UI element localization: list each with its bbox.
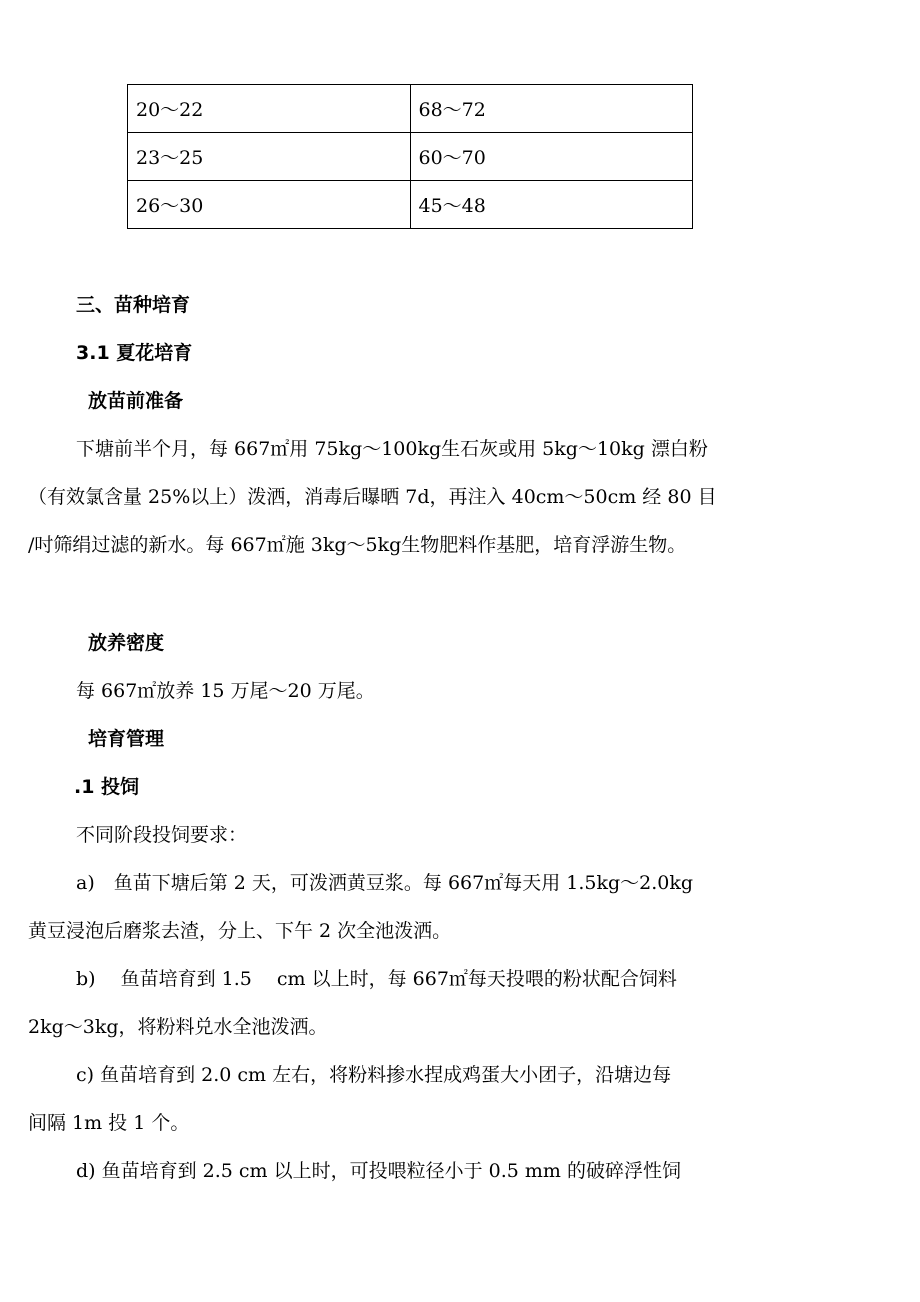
subsection-title: 3.1 夏花培育 (76, 342, 193, 364)
paragraph-line: /吋筛绢过滤的新水。每 667㎡施 3kg～5kg生物肥料作基肥，培育浮游生物。 (28, 534, 687, 556)
density-heading: 放养密度 (88, 632, 165, 654)
list-item-continued: 黄豆浸泡后磨浆去渣，分上、下午 2 次全池泼洒。 (28, 920, 452, 942)
feeding-intro: 不同阶段投饲要求： (76, 824, 248, 846)
table-row (128, 85, 693, 133)
management-heading: 培育管理 (88, 728, 165, 750)
table-cell: 23～25 (128, 133, 411, 181)
list-item: a) 鱼苗下塘后第 2 天，可泼洒黄豆浆。每 667㎡每天用 1.5kg～2.0kg (76, 872, 694, 894)
feeding-heading: .1 投饲 (74, 776, 140, 798)
table-row (128, 181, 693, 229)
temperature-table (127, 84, 693, 229)
table-cell: 68～72 (410, 85, 693, 133)
paragraph-line: 下塘前半个月，每 667㎡用 75kg～100kg生石灰或用 5kg～10kg 漂白粉 (76, 438, 708, 460)
table-cell: 26～30 (128, 181, 411, 229)
list-item: c) 鱼苗培育到 2.0 cm 左右，将粉料掺水捏成鸡蛋大小团子，沿塘边每 (76, 1064, 672, 1086)
table-cell: 20～22 (128, 85, 411, 133)
prep-heading: 放苗前准备 (88, 390, 184, 412)
list-item-continued: 间隔 1m 投 1 个。 (28, 1112, 190, 1134)
table-cell: 45～48 (410, 181, 693, 229)
paragraph-line: （有效氯含量 25%以上）泼洒，消毒后曝晒 7d，再注入 40cm～50cm 经 80 目 (28, 486, 717, 508)
table-cell: 60～70 (410, 133, 693, 181)
list-item: d) 鱼苗培育到 2.5 cm 以上时，可投喂粒径小于 0.5 mm 的破碎浮性饲 (76, 1160, 681, 1182)
density-text: 每 667㎡放养 15 万尾～20 万尾。 (76, 680, 375, 702)
section-title: 三、苗种培育 (76, 294, 191, 316)
list-item: b) 鱼苗培育到 1.5 cm 以上时，每 667㎡每天投喂的粉状配合饲料 (76, 968, 677, 990)
table-row (128, 133, 693, 181)
list-item-continued: 2kg～3kg，将粉料兑水全池泼洒。 (28, 1016, 328, 1038)
